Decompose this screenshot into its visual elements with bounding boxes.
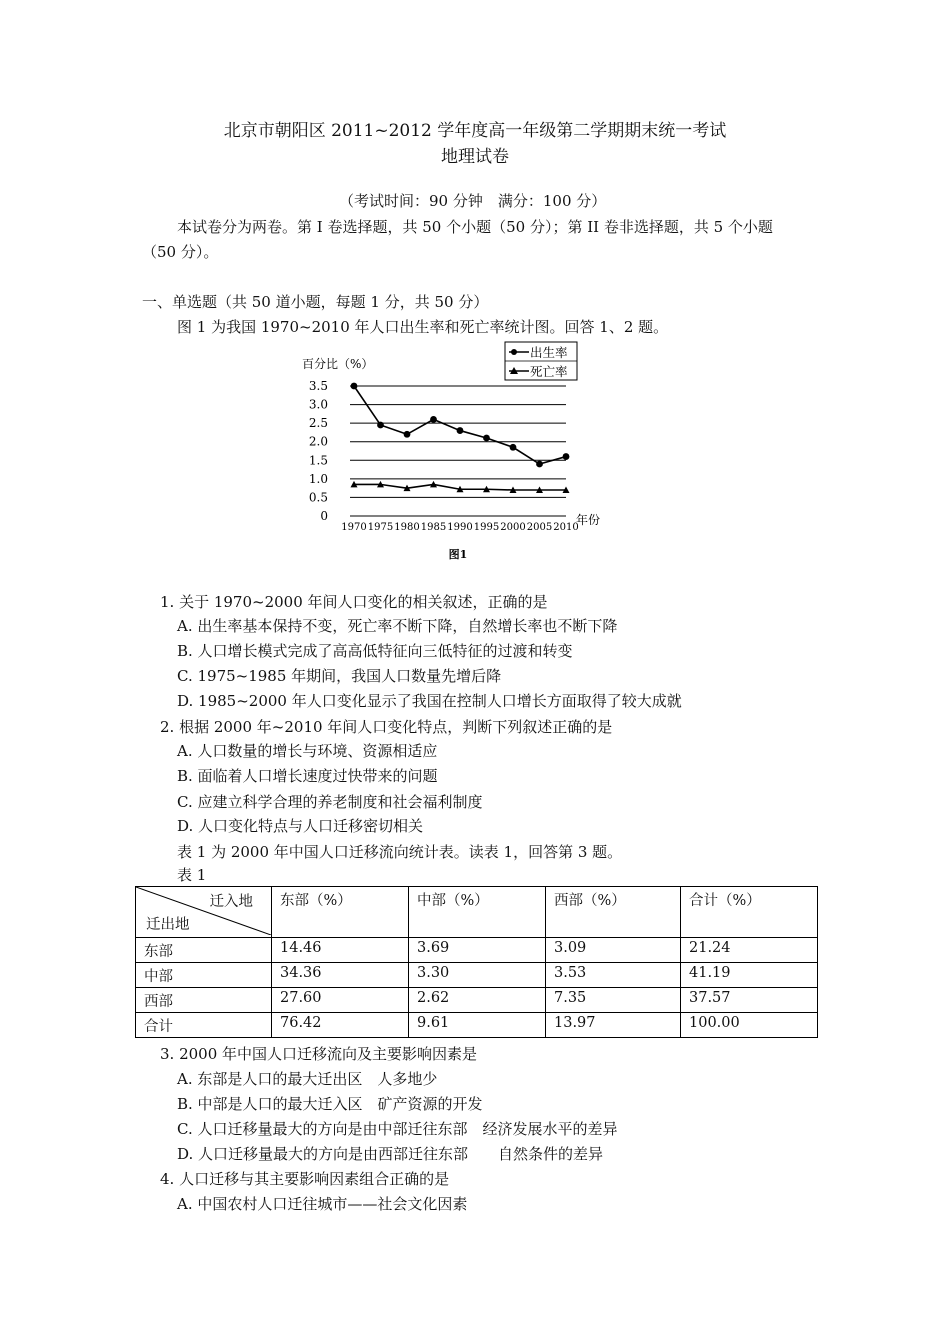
question-2-option: D. 人口变化特点与人口迁移密切相关 xyxy=(177,817,424,835)
x-tick-label: 1980 xyxy=(394,522,420,533)
question-3-option: D. 人口迁移量最大的方向是由西部迁往东部 自然条件的差异 xyxy=(177,1145,604,1163)
question-2-option: C. 应建立科学合理的养老制度和社会福利制度 xyxy=(177,793,483,811)
series-line-birth-rate xyxy=(354,386,566,464)
question-1-stem: 1. 关于 1970~2000 年间人口变化的相关叙述，正确的是 xyxy=(160,593,548,611)
x-tick-label: 2010 xyxy=(553,522,579,533)
table-cell: 7.35 xyxy=(546,988,681,1013)
question-2-option: A. 人口数量的增长与环境、资源相适应 xyxy=(177,742,438,760)
table-row xyxy=(136,938,818,963)
migration-table xyxy=(135,886,818,1038)
row-label: 西部 xyxy=(136,988,272,1013)
question-3-stem: 3. 2000 年中国人口迁移流向及主要影响因素是 xyxy=(160,1045,478,1063)
x-tick-label: 1995 xyxy=(473,522,500,533)
y-tick-label: 2.0 xyxy=(308,434,328,449)
y-tick-label: 0.5 xyxy=(308,490,328,505)
exam-info: （考试时间：90 分钟 满分：100 分） xyxy=(339,192,607,210)
birth-rate-point xyxy=(563,453,570,460)
question-2-option: B. 面临着人口增长速度过快带来的问题 xyxy=(177,767,438,785)
y-tick-label: 1.0 xyxy=(308,471,328,486)
y-tick-label: 0 xyxy=(320,509,328,523)
table-cell: 41.19 xyxy=(681,963,818,988)
row-label: 东部 xyxy=(136,938,272,963)
table-corner-cell xyxy=(136,887,272,938)
table-intro: 表 1 为 2000 年中国人口迁移流向统计表。读表 1，回答第 3 题。 xyxy=(177,843,623,861)
table-cell: 3.09 xyxy=(546,938,681,963)
birth-rate-point xyxy=(457,427,464,434)
question-3-option: B. 中部是人口的最大迁入区 矿产资源的开发 xyxy=(177,1095,483,1113)
row-label: 合计 xyxy=(136,1013,272,1038)
figure-intro: 图 1 为我国 1970~2010 年人口出生率和死亡率统计图。回答 1、2 题。 xyxy=(177,318,669,336)
table-cell: 21.24 xyxy=(681,938,818,963)
table-header-cell: 中部（%） xyxy=(409,887,546,938)
legend-label-death: 死亡率 xyxy=(530,364,568,379)
table-cell: 37.57 xyxy=(681,988,818,1013)
intro-line-2: （50 分）。 xyxy=(142,243,219,261)
intro-line-1: 本试卷分为两卷。第 I 卷选择题，共 50 个小题（50 分）；第 II 卷非选择题，共 5 个小题 xyxy=(177,218,773,236)
question-1-option: A. 出生率基本保持不变，死亡率不断下降，自然增长率也不断下降 xyxy=(177,617,618,635)
corner-out-label: 迁出地 xyxy=(146,917,190,933)
table-cell: 76.42 xyxy=(272,1013,409,1038)
table-header-cell: 西部（%） xyxy=(546,887,681,938)
x-tick-label: 2005 xyxy=(526,522,553,533)
birth-rate-point xyxy=(536,461,543,468)
question-1-option: C. 1975~1985 年期间，我国人口数量先增后降 xyxy=(177,667,502,685)
table-cell: 13.97 xyxy=(546,1013,681,1038)
birth-rate-point xyxy=(510,444,517,451)
table-label: 表 1 xyxy=(177,866,207,884)
table-header-cell: 东部（%） xyxy=(272,887,409,938)
table-row xyxy=(136,963,818,988)
table-cell: 14.46 xyxy=(272,938,409,963)
y-tick-label: 2.5 xyxy=(308,416,328,431)
birth-rate-point xyxy=(351,383,358,390)
table-cell: 34.36 xyxy=(272,963,409,988)
table-cell: 2.62 xyxy=(409,988,546,1013)
table-cell: 3.53 xyxy=(546,963,681,988)
y-axis-label: 百分比（%） xyxy=(302,357,374,371)
table-cell: 3.30 xyxy=(409,963,546,988)
table-cell: 100.00 xyxy=(681,1013,818,1038)
birth-rate-point xyxy=(430,416,437,423)
section-heading: 一、单选题（共 50 道小题，每题 1 分，共 50 分） xyxy=(142,293,489,311)
birth-rate-point xyxy=(404,431,411,438)
x-tick-label: 1985 xyxy=(420,522,447,533)
legend-marker-birth xyxy=(511,349,517,355)
table-cell: 3.69 xyxy=(409,938,546,963)
birth-rate-point xyxy=(483,435,490,442)
page-title: 北京市朝阳区 2011~2012 学年度高一年级第二学期期末统一考试 xyxy=(223,121,727,141)
legend-label-birth: 出生率 xyxy=(530,345,568,360)
x-tick-label: 2000 xyxy=(500,522,526,533)
y-tick-label: 3.5 xyxy=(308,379,328,393)
question-1-option: D. 1985~2000 年人口变化显示了我国在控制人口增长方面取得了较大成就 xyxy=(177,692,682,710)
x-tick-label: 1990 xyxy=(447,522,473,533)
figure-caption: 图1 xyxy=(448,548,468,561)
population-rate-chart xyxy=(300,340,620,562)
y-tick-label: 1.5 xyxy=(308,453,328,468)
birth-rate-point xyxy=(377,422,384,429)
question-1-option: B. 人口增长模式完成了高高低特征向三低特征的过渡和转变 xyxy=(177,642,573,660)
table-header-cell: 合计（%） xyxy=(681,887,818,938)
table-row xyxy=(136,988,818,1013)
question-2-stem: 2. 根据 2000 年~2010 年间人口变化特点，判断下列叙述正确的是 xyxy=(160,718,613,736)
table-cell: 9.61 xyxy=(409,1013,546,1038)
question-4-stem: 4. 人口迁移与其主要影响因素组合正确的是 xyxy=(160,1170,450,1188)
question-3-option: C. 人口迁移量最大的方向是由中部迁往东部 经济发展水平的差异 xyxy=(177,1120,618,1138)
table-row xyxy=(136,1013,818,1038)
x-axis-label: 年份 xyxy=(576,513,601,527)
table-cell: 27.60 xyxy=(272,988,409,1013)
question-4-option: A. 中国农村人口迁往城市——社会文化因素 xyxy=(177,1195,468,1213)
y-tick-label: 3.0 xyxy=(308,397,328,412)
row-label: 中部 xyxy=(136,963,272,988)
question-3-option: A. 东部是人口的最大迁出区 人多地少 xyxy=(177,1070,438,1088)
x-tick-label: 1970 xyxy=(341,522,367,533)
page-subtitle: 地理试卷 xyxy=(441,147,509,167)
corner-in-label: 迁入地 xyxy=(209,894,253,910)
x-tick-label: 1975 xyxy=(367,522,394,533)
